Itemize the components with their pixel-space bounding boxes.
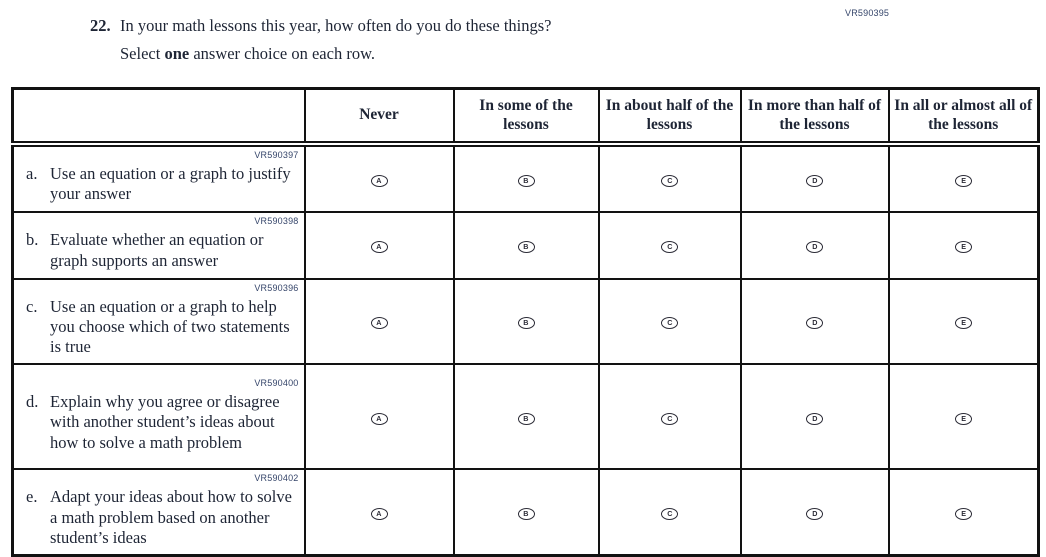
bubble-letter: B [523, 509, 529, 518]
item-label-cell [13, 144, 305, 212]
item-label-cell [13, 364, 305, 469]
answer-cell [454, 144, 599, 212]
answer-bubble[interactable] [806, 175, 823, 187]
answer-cell [599, 144, 741, 212]
answer-bubble[interactable] [371, 317, 388, 329]
column-header-never: Never [305, 89, 454, 145]
answer-cell [889, 469, 1039, 555]
bubble-letter: E [960, 318, 966, 328]
answer-cell [889, 144, 1039, 212]
answer-bubble[interactable] [955, 413, 972, 425]
answer-bubble[interactable] [806, 413, 823, 425]
question-text: In your math lessons this year, how often do you do these things? [120, 16, 552, 35]
corner-cell [13, 89, 305, 145]
column-header-about-half: In about half of the lessons [599, 89, 741, 145]
answer-bubble[interactable] [371, 413, 388, 425]
answer-bubble[interactable] [661, 413, 678, 425]
item-letter: e. [26, 487, 38, 507]
answer-cell [741, 279, 889, 365]
bubble-letter: C [666, 509, 673, 518]
item-label-cell [13, 212, 305, 279]
question-block [90, 16, 551, 64]
answer-bubble[interactable] [806, 508, 823, 520]
item-label: Evaluate whether an equation or graph supports an answer [50, 230, 264, 270]
answer-cell [599, 212, 741, 279]
question-number: 22. [90, 16, 111, 35]
answer-cell [741, 212, 889, 279]
table-row-d [13, 364, 1039, 469]
answer-bubble[interactable] [661, 317, 678, 329]
bubble-letter: D [811, 509, 818, 518]
answer-bubble[interactable] [371, 175, 388, 187]
bubble-letter: E [960, 414, 966, 423]
item-code: VR590397 [254, 150, 299, 160]
answer-bubble[interactable] [806, 317, 823, 329]
item-code: VR590400 [254, 377, 299, 388]
answer-cell [454, 212, 599, 279]
answer-cell [305, 469, 454, 555]
item-label-cell [13, 469, 305, 555]
answer-bubble[interactable] [955, 317, 972, 329]
question-instruction [120, 44, 551, 64]
table-row-c [13, 279, 1039, 365]
bubble-letter: B [523, 414, 529, 423]
answer-bubble[interactable] [518, 241, 535, 253]
answer-bubble[interactable] [955, 241, 972, 253]
answer-bubble[interactable] [518, 317, 535, 329]
bubble-letter: A [376, 509, 382, 518]
item-letter: c. [26, 296, 38, 316]
bubble-letter: C [666, 414, 673, 423]
answer-cell [741, 364, 889, 469]
answer-cell [889, 279, 1039, 365]
bubble-letter: C [666, 242, 673, 251]
item-letter: b. [26, 230, 39, 250]
table-row-e [13, 469, 1039, 555]
answer-bubble[interactable] [955, 508, 972, 520]
bubble-letter: B [523, 318, 529, 328]
bubble-letter: A [376, 176, 382, 185]
answer-bubble[interactable] [371, 508, 388, 520]
column-header-all: In all or almost all of the lessons [889, 89, 1039, 145]
answer-cell [889, 364, 1039, 469]
answer-cell [305, 212, 454, 279]
bubble-letter: D [811, 414, 818, 423]
answer-bubble[interactable] [518, 508, 535, 520]
bubble-letter: D [811, 318, 818, 328]
answer-cell [599, 364, 741, 469]
column-header-more-than-half: In more than half of the lessons [741, 89, 889, 145]
item-label: Explain why you agree or disagree with another student’s ideas about how to solve a math problem [50, 391, 280, 452]
bubble-letter: E [960, 242, 966, 251]
bubble-letter: E [960, 176, 966, 185]
answer-cell [741, 144, 889, 212]
answer-bubble[interactable] [661, 175, 678, 187]
answer-bubble[interactable] [661, 508, 678, 520]
instruction-bold-word: one [164, 44, 190, 63]
bubble-letter: D [811, 242, 818, 251]
table-row-a [13, 144, 1039, 212]
bubble-letter: C [666, 318, 673, 328]
answer-cell [454, 469, 599, 555]
bubble-letter: D [811, 176, 818, 185]
answer-cell [889, 212, 1039, 279]
header-row [13, 89, 1039, 145]
item-label: Use an equation or a graph to justify your answer [50, 164, 291, 204]
form-code: VR590395 [845, 8, 890, 18]
answer-cell [305, 364, 454, 469]
answer-cell [599, 279, 741, 365]
answer-cell [454, 279, 599, 365]
answer-bubble[interactable] [371, 241, 388, 253]
item-code: VR590402 [254, 473, 299, 484]
item-label: Adapt your ideas about how to solve a math problem based on another student’s ideas [50, 487, 292, 547]
answer-cell [305, 144, 454, 212]
table-row-b [13, 212, 1039, 279]
bubble-letter: B [523, 242, 529, 251]
answer-bubble[interactable] [806, 241, 823, 253]
item-code: VR590398 [254, 216, 299, 227]
answer-cell [454, 364, 599, 469]
item-label-cell [13, 279, 305, 365]
column-header-some: In some of the lessons [454, 89, 599, 145]
bubble-letter: A [376, 414, 382, 423]
item-letter: a. [26, 164, 38, 183]
answer-bubble[interactable] [518, 413, 535, 425]
bubble-letter: E [960, 509, 966, 518]
answer-bubble[interactable] [518, 175, 535, 187]
answer-bubble[interactable] [955, 175, 972, 187]
bubble-letter: B [523, 176, 529, 185]
bubble-letter: A [376, 318, 382, 328]
answer-cell [305, 279, 454, 365]
item-code: VR590396 [254, 282, 299, 293]
bubble-letter: C [666, 176, 673, 185]
instruction-suffix: answer choice on each row. [189, 44, 376, 63]
item-letter: d. [26, 391, 39, 411]
instruction-prefix: Select [120, 44, 165, 63]
answer-cell [741, 469, 889, 555]
answer-cell [599, 469, 741, 555]
bubble-letter: A [376, 242, 382, 251]
answer-bubble[interactable] [661, 241, 678, 253]
survey-table [11, 87, 1040, 557]
item-label: Use an equation or a graph to help you choose which of two statements is true [50, 296, 290, 357]
